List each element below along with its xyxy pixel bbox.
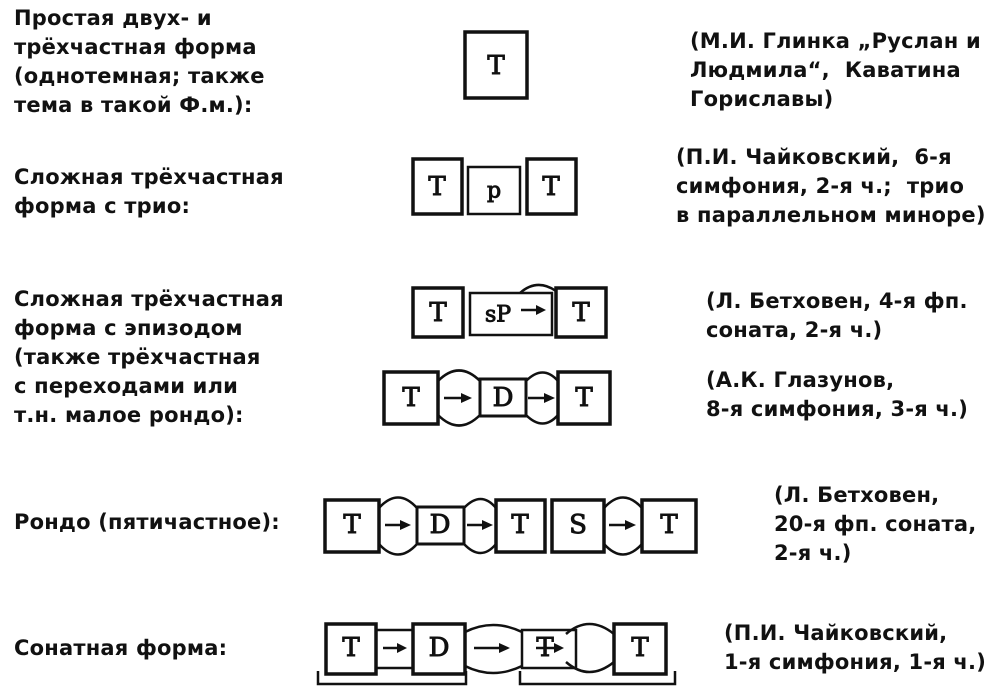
box-letter: T [536, 633, 554, 663]
diagram-rondo [325, 498, 696, 555]
box-letter: T [429, 298, 447, 328]
transition-arc [566, 624, 614, 634]
arrow-head-icon [544, 393, 555, 403]
box-letter: T [631, 633, 649, 663]
development-arc [465, 625, 522, 632]
box-letter: T [342, 633, 360, 663]
box-letter: T [575, 383, 593, 413]
transition-arc [526, 415, 558, 424]
box-letter: T [487, 51, 505, 81]
arrow-head-icon [554, 643, 564, 653]
transition-arc [566, 662, 614, 672]
reference-glinka: (М.И. Глинка „Руслан и Людмила“, Каватина Гориславы) [690, 29, 981, 111]
label-rondo: Рондо (пятичастное): [14, 510, 280, 534]
label-simple-form: Простая двух- и трёхчастная форма (однотемная; также тема в такой Ф.м.): [14, 6, 265, 117]
label-complex-trio: Сложная трёхчастная форма с трио: [14, 165, 284, 218]
box-letter: T [343, 510, 361, 540]
transition-arc [604, 498, 642, 509]
transition-arc [464, 544, 496, 553]
box-letter: D [428, 633, 450, 663]
label-complex-episode: Сложная трёхчастная форма с эпизодом (также трёхчастная с переходами или т.н. малое рондо): [14, 287, 284, 427]
arrow-head-icon [499, 643, 510, 653]
box-letter: T [428, 172, 446, 202]
label-sonata: Сонатная форма: [14, 636, 228, 660]
box-letter: T [542, 172, 560, 202]
reference-tchaikovsky-1: (П.И. Чайковский, 1-я симфония, 1-я ч.) [724, 621, 987, 674]
arrow-head-icon [536, 305, 546, 315]
box-letter: T [402, 383, 420, 413]
transition-arc [464, 499, 496, 508]
diagram-sonata [318, 624, 675, 684]
transition-arc [379, 544, 417, 555]
transition-arc [379, 498, 417, 509]
diagram-ternary-transitions [384, 371, 610, 426]
box-letter: S [569, 510, 587, 540]
development-arc [465, 666, 522, 673]
arrow-head-icon [461, 393, 472, 403]
transition-arc [438, 371, 480, 382]
arrow-head-icon [625, 520, 636, 530]
transition-arc [438, 415, 480, 426]
arrow-head-icon [397, 643, 407, 653]
box-letter: T [660, 510, 678, 540]
box-letter: T [572, 298, 590, 328]
box-letter: sP [484, 302, 512, 328]
diagram-complex-episode [413, 285, 606, 337]
transition-arc [604, 544, 642, 555]
reference-tchaikovsky-6: (П.И. Чайковский, 6-я симфония, 2-я ч.; трио в параллельном миноре) [676, 145, 986, 227]
arrow-head-icon [400, 520, 411, 530]
reference-glazunov: (А.К. Глазунов, 8-я симфония, 3-я ч.) [706, 368, 969, 421]
box-letter: D [429, 510, 451, 540]
box-letter: T [511, 510, 529, 540]
box-letter: p [486, 178, 502, 204]
reference-beethoven-4: (Л. Бетховен, 4-я фп. соната, 2-я ч.) [706, 289, 968, 342]
transition-arc [526, 373, 558, 382]
diagram-simple-form [465, 32, 527, 98]
diagram-complex-trio [413, 159, 576, 214]
box-letter: D [492, 383, 514, 413]
arrow-head-icon [482, 520, 493, 530]
reference-beethoven-20: (Л. Бетховен, 20-я фп. соната, 2-я ч.) [774, 483, 977, 565]
